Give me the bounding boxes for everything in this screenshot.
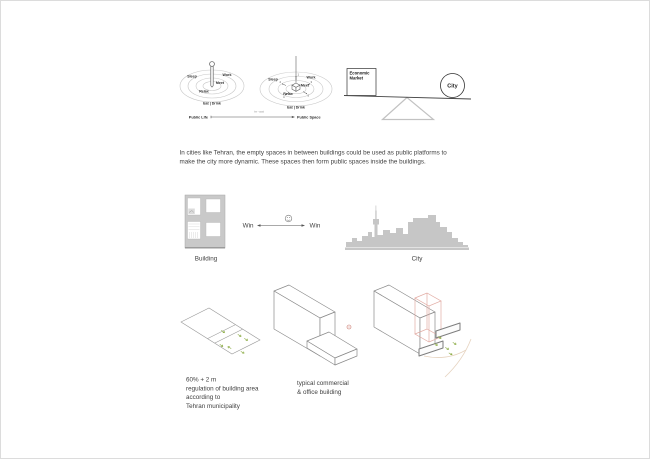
typical-caption-line: & office building <box>297 388 342 396</box>
ring-number: 5 <box>307 93 310 98</box>
cube-icon <box>292 83 300 91</box>
ring-number: 2 <box>279 80 282 85</box>
regulation-caption-line: Tehran municipality <box>186 402 240 410</box>
ring-label-sleep: Sleep <box>268 77 278 82</box>
ring-caption: Eat | Drink <box>203 101 221 106</box>
regulation-caption-line: regulation of building area <box>186 385 259 393</box>
ring-label-relax: Relax <box>199 89 209 94</box>
ring-number: 4 <box>283 94 285 99</box>
window <box>206 199 221 213</box>
building-label: Building <box>194 255 218 263</box>
city-label: City <box>411 255 423 263</box>
regulation-caption-line: 60% + 2 m <box>186 376 217 384</box>
ring-label-work: Work <box>222 73 232 77</box>
axis-left-label: Public Life <box>188 115 208 120</box>
city-circle-label: City <box>447 83 458 90</box>
ring-number: 1 <box>297 72 300 77</box>
axis-right-label: Public Space <box>297 115 321 120</box>
axis-mid-label: in - out <box>254 109 264 114</box>
ring-label-relax: Relax <box>283 92 293 96</box>
typical-caption-line: typical commercial <box>297 380 349 387</box>
paragraph-line: In cities like Tehran, the empty spaces in between buildings could be used as public platforms to <box>179 149 447 157</box>
ring-number: 3 <box>310 80 313 85</box>
window <box>206 223 221 237</box>
regulation-caption-line: according to <box>186 394 221 402</box>
ground-bar <box>345 248 469 251</box>
ring-label-meet: Meet <box>300 83 310 88</box>
economic-market-label-2: Market <box>349 75 363 81</box>
paragraph-line: make the city more dynamic. These spaces then form public spaces inside the buildings. <box>179 158 426 166</box>
ring-label-work: Work <box>306 75 316 80</box>
ring-caption: Eat | Drink <box>287 105 305 110</box>
economic-market-label-1: Economic <box>349 70 370 76</box>
window-sketch <box>188 209 195 215</box>
ring-label-sleep: Sleep <box>187 74 197 79</box>
win-right-label: Win <box>309 222 321 230</box>
win-left-label: Win <box>242 222 254 230</box>
ring-label-meet: Meet <box>215 81 225 85</box>
